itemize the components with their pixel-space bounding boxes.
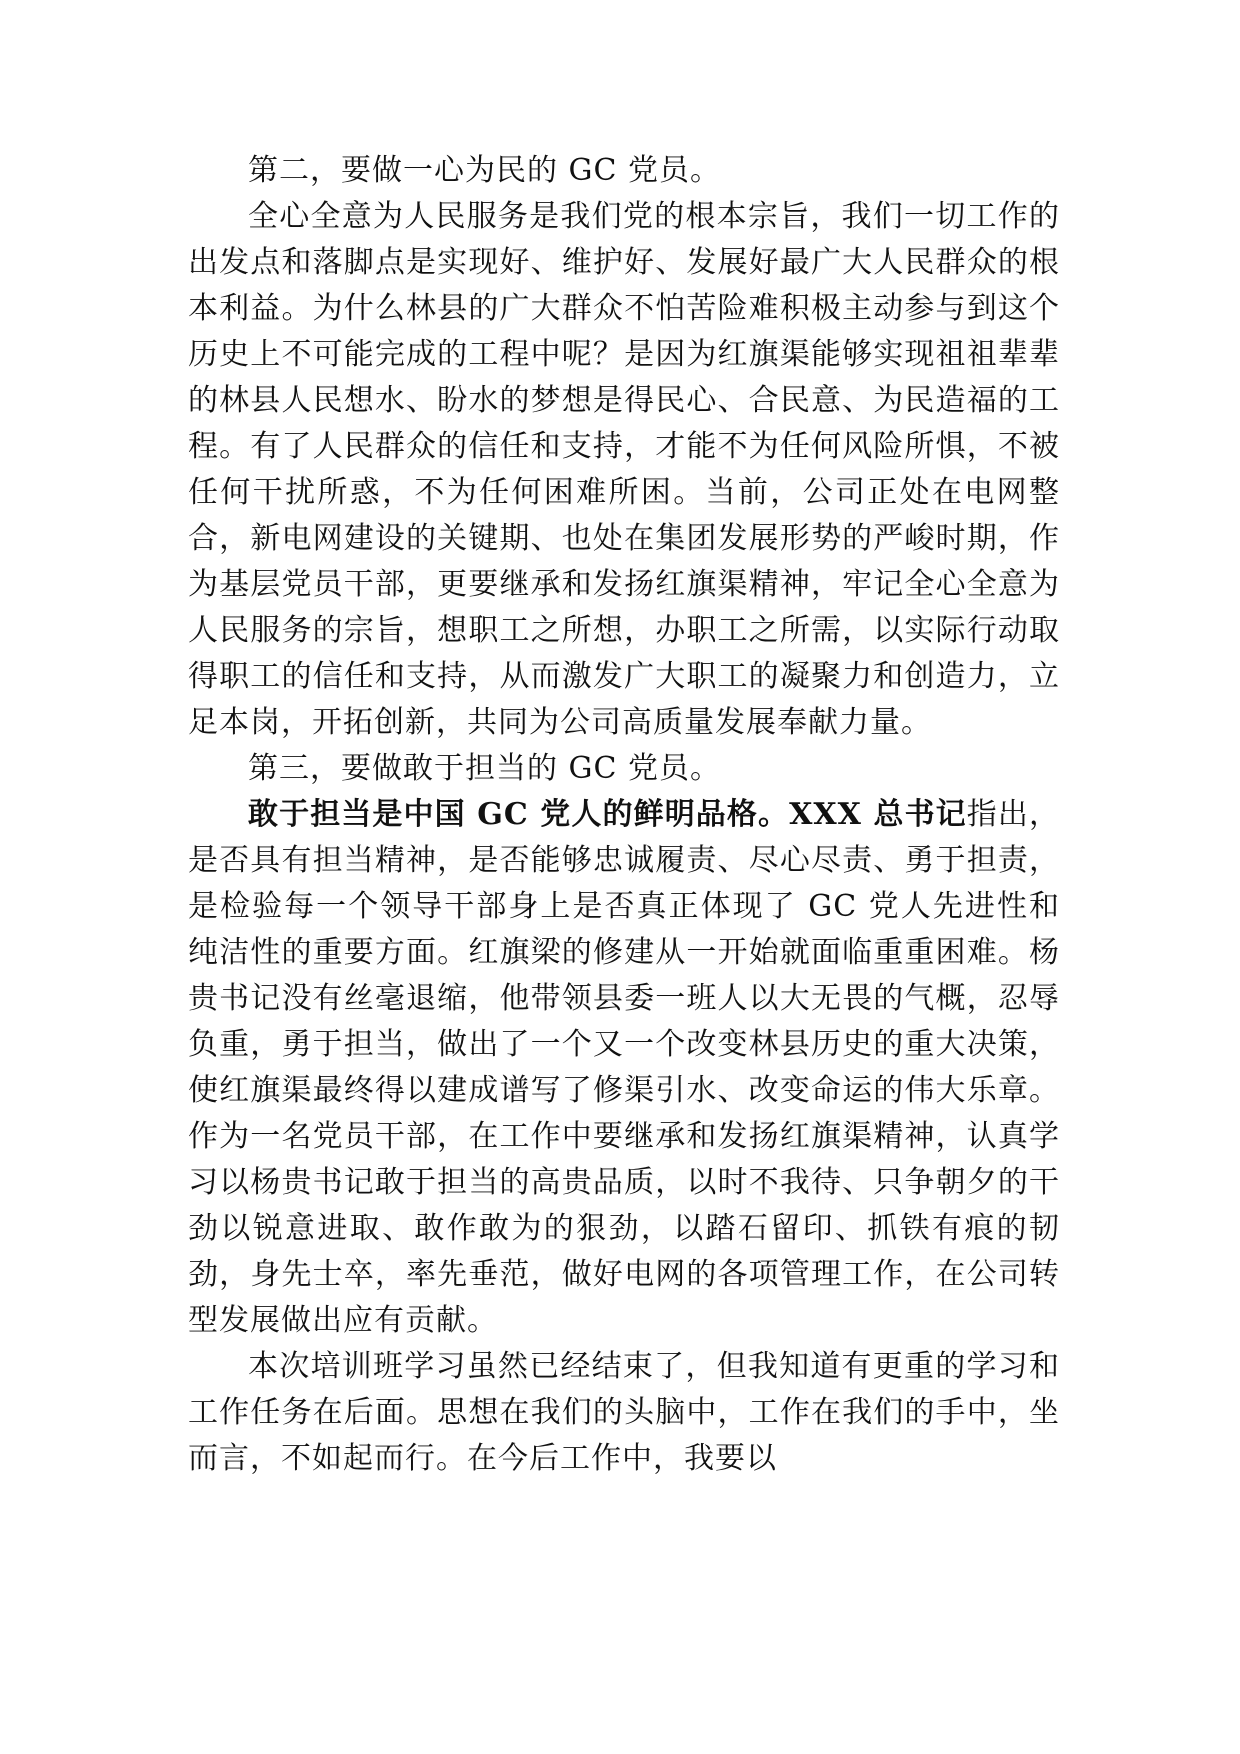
paragraph-take-responsibility: [188, 792, 1060, 1344]
paragraph-body-text: 指出，是否具有担当精神，是否能够忠诚履责、尽心尽责、勇于担责，是检验每一个领导干部身上是否真正体现了 GC 党人先进性和纯洁性的重要方面。红旗梁的修建从一开始就面临重重困难。杨贵书记没有丝毫退缩，他带领县委一班人以大无畏的气概，忍辱负重，勇于担当，做出了一个又一个改变林县历史的重大决策，使红旗渠最终得以建成谱写了修渠引水、改变命运的伟大乐章。作为一名党员干部，在工作中要继承和发扬红旗渠精神，认真学习以杨贵书记敢于担当的高贵品质，以时不我待、只争朝夕的干劲以锐意进取、敢作敢为的狠劲，以踏石留印、抓铁有痕的韧劲，身先士卒，率先垂范，做好电网的各项管理工作，在公司转型发展做出应有贡献。: [188, 797, 1060, 1338]
paragraph-serve-people: 全心全意为人民服务是我们党的根本宗旨，我们一切工作的出发点和落脚点是实现好、维护好、发展好最广大人民群众的根本利益。为什么林县的广大群众不怕苦险难积极主动参与到这个历史上不可能完成的工程中呢？是因为红旗渠能够实现祖祖辈辈的林县人民想水、盼水的梦想是得民心、合民意、为民造福的工程。有了人民群众的信任和支持，才能不为任何风险所惧，不被任何干扰所惑，不为任何困难所困。当前，公司正处在电网整合，新电网建设的关键期、也处在集团发展形势的严峻时期，作为基层党员干部，更要继承和发扬红旗渠精神，牢记全心全意为人民服务的宗旨，想职工之所想，办职工之所需，以实际行动取得职工的信任和支持，从而激发广大职工的凝聚力和创造力，立足本岗，开拓创新，共同为公司高质量发展奉献力量。: [188, 199, 1060, 740]
section-heading-second: 第二，要做一心为民的 GC 党员。: [248, 153, 721, 188]
bold-lead-sentence: 敢于担当是中国 GC 党人的鲜明品格。XXX 总书记: [248, 797, 967, 832]
document-body: [188, 148, 1060, 1482]
paragraph-conclusion: 本次培训班学习虽然已经结束了，但我知道有更重的学习和工作任务在后面。思想在我们的头脑中，工作在我们的手中，坐而言，不如起而行。在今后工作中，我要以: [188, 1349, 1060, 1476]
section-heading-third: 第三，要做敢于担当的 GC 党员。: [248, 751, 721, 786]
